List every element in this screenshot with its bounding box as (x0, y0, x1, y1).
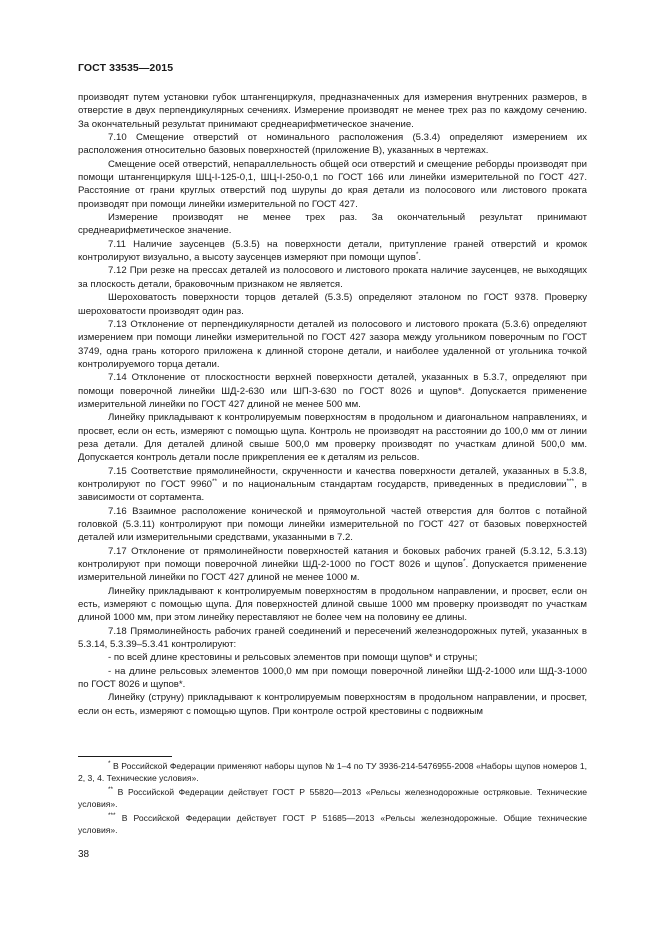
paragraph-text: Шероховатость поверхности торцов деталей (5.3.5) определяют эталоном по ГОСТ 9378. Проверку шероховатости производят один раз. (78, 292, 587, 317)
paragraph (78, 91, 587, 131)
paragraph (78, 465, 587, 505)
paragraph-text: Линейку прикладывают к контролируемым поверхностям в продольном и диагональном направлениях, и просвет, если он есть, измеряют с помощью щупа. Контроль не производят на расстоянии до 100,0 мм от линии реза детали. Для деталей длиной свыше 500,0 мм проверку производят по участкам длиной 500,0 мм. Допускается контроль детали после прикрепления ее к деталям из рельсов. (78, 412, 587, 464)
paragraph-text: и по национальным стандартам государств, приведенных в предисловии (217, 478, 567, 490)
paragraph-text: 7.13 Отклонение от перпендикулярности деталей из полосового и листового проката (5.3.6) определяют измерением при помощи линейки измерительной по ГОСТ 427 зазора между угольником поверочным по ГОСТ 3749, одна грань которого приложена к длинной стороне детали, и наиболее удаленной от угольника точкой контролируемого торца детали. (78, 318, 587, 370)
paragraph-text: . Допускается применение измерительной линейки по ГОСТ 427 длиной не менее 1000 м. (78, 559, 587, 584)
paragraph (78, 545, 587, 585)
footnote (78, 813, 587, 836)
paragraph (78, 211, 587, 238)
paragraph (78, 238, 587, 265)
footnote-list (78, 761, 587, 837)
paragraph (78, 625, 587, 652)
paragraph (78, 505, 587, 545)
paragraph (78, 371, 587, 411)
paragraph (78, 158, 587, 211)
footnote-text: В Российской Федерации применяют наборы щупов № 1–4 по ТУ 3936-214-5476955-2008 «Наборы щупов номеров 1, 2, 3, 4. Технические условия». (78, 761, 587, 783)
paragraph (78, 651, 587, 664)
footnote-marker: *** (566, 477, 575, 485)
footnote (78, 761, 587, 784)
paragraph (78, 318, 587, 371)
footnote-marker: * (462, 558, 466, 566)
paragraph (78, 264, 587, 291)
document-body (78, 91, 587, 718)
footnote (78, 787, 587, 810)
paragraph-text: Линейку прикладывают к контролируемым поверхностям в продольном направлении, и просвет, если он есть, измеряют с помощью щупа. Для поверхностей длиной свыше 1000 мм проверку производят по участкам длиной 1000 мм, при этом линейку переставляют не более чем на половину ее длины. (78, 585, 587, 624)
paragraph (78, 131, 587, 158)
footnote-marker: ** (212, 477, 218, 485)
paragraph-text: Измерение производят не менее трех раз. За окончательный результат принимают среднеарифметическое значение. (78, 212, 587, 237)
paragraph-text: - на длине рельсовых элементов 1000,0 мм при помощи поверочной линейки ШД-2-1000 или ШД-3-1000 по ГОСТ 8026 и щупов*. (78, 665, 587, 691)
paragraph (78, 691, 587, 718)
footnote-text: В Российской Федерации действует ГОСТ Р 55820—2013 «Рельсы железнодорожные остряковые. Технические условия». (78, 787, 587, 809)
paragraph-text: . (418, 252, 422, 264)
paragraph-text: 7.11 Наличие заусенцев (5.3.5) на поверхности детали, притупление граней отверстий и кромок контролируют визуально, а высоту заусенцев измеряют при помощи щупов (78, 238, 587, 264)
paragraph-text: 7.18 Прямолинейность рабочих граней соединений и пересечений железнодорожных путей, указанных в 5.3.14, 5.3.39–5.3.41 контролируют: (78, 625, 587, 651)
document-header: ГОСТ 33535—2015 (78, 62, 174, 74)
footnotes (78, 756, 587, 840)
paragraph (78, 411, 587, 464)
paragraph-text: производят путем установки губок штангенциркуля, предназначенных для измерения внутренних размеров, в отверстие в двух перпендикулярных сечениях. Измерение производят не менее трех раз по каждому сечению. За окончательный результат принимают среднеарифметическое значение. (78, 92, 587, 130)
footnote-marker: * (415, 251, 419, 259)
footnote-separator (78, 756, 172, 757)
paragraph-text: Смещение осей отверстий, непараллельность общей оси отверстий и смещение реборды производят при помощи штангенциркуля ШЦ-I-125-0,1, ШЦ-I-250-0,1 по ГОСТ 166 или линейки измерительной по ГОСТ 427. Расстояние от грани круглых отверстий под шурупы до края детали из полосового или листового проката производят при помощи линейки измерительной по ГОСТ 427. (78, 158, 587, 210)
paragraph-text: , в зависимости от сортамента. (78, 478, 587, 504)
paragraph-text: 7.15 Соответствие прямолинейности, скрученности и качества поверхности деталей, указанных в 5.3.8, контролируют по ГОСТ 9960 (78, 465, 587, 490)
paragraph-text: - по всей длине крестовины и рельсовых элементов при помощи щупов* и струны; (108, 652, 478, 664)
footnote-marker: * (108, 760, 111, 767)
paragraph-text: Линейку (струну) прикладывают к контролируемым поверхностям в продольном направлении, и просвет, если он есть, измеряют с помощью щупов. При контроле острой крестовины с подвижным (78, 692, 587, 717)
paragraph-text: 7.14 Отклонение от плоскостности верхней поверхности деталей, указанных в 5.3.7, определяют при помощи поверочной линейки ШД-2-630 или ШП-3-630 по ГОСТ 8026 и щупов*. Допускается применение измерительной линейки по ГОСТ 427 длиной не менее 500 мм. (78, 372, 587, 410)
paragraph (78, 585, 587, 625)
paragraph (78, 665, 587, 692)
footnote-text: В Российской Федерации действует ГОСТ Р 51685—2013 «Рельсы железнодорожные. Общие технические условия». (78, 813, 587, 835)
paragraph-text: 7.10 Смещение отверстий от номинального расположения (5.3.4) определяют измерением их расположения относительно базовых поверхностей (приложение В), указанных в чертежах. (78, 132, 587, 157)
footnote-marker: ** (108, 786, 114, 794)
page-number: 38 (78, 849, 90, 860)
paragraph-text: 7.16 Взаимное расположение конической и прямоугольной частей отверстия для болтов с потайной головкой (5.3.11) контролируют при помощи линейки измерительной по ГОСТ 427 от базовых поверхностей деталей или измерительными средствами, указанными в 7.2. (78, 505, 587, 544)
paragraph-text: 7.12 При резке на прессах деталей из полосового и листового проката наличие заусенцев, не выходящих за плоскость детали, браковочным признаком не является. (78, 265, 587, 290)
footnote-marker: *** (108, 812, 116, 820)
paragraph (78, 291, 587, 318)
paragraph-text: 7.17 Отклонение от прямолинейности поверхностей катания и боковых рабочих граней (5.3.12, 5.3.13) контролируют при помощи поверочной линейки ШД-2-1000 по ГОСТ 8026 и щупов (78, 545, 587, 571)
